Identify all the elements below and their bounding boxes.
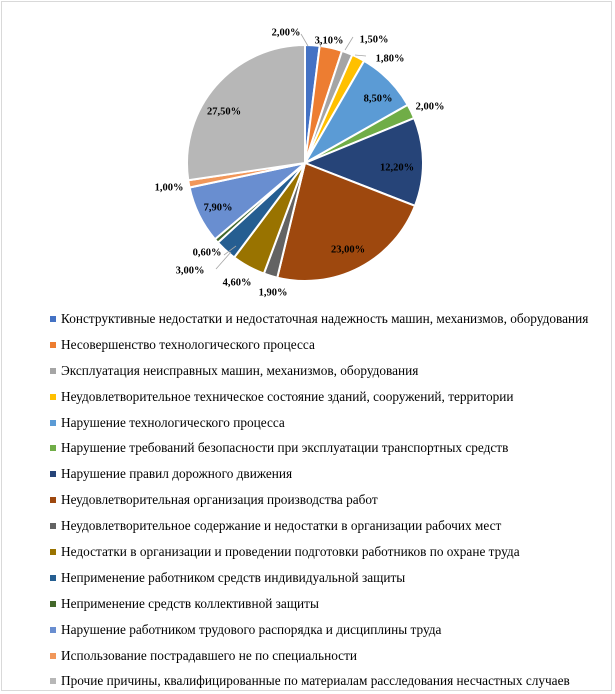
legend-item	[50, 332, 610, 358]
legend-item	[50, 306, 610, 332]
leader-line	[345, 37, 353, 50]
legend-label: Нарушение требований безопасности при эксплуатации транспортных средств	[61, 440, 509, 456]
legend-swatch	[50, 549, 56, 555]
data-label: 27,50%	[206, 106, 242, 118]
legend-label: Конструктивные недостатки и недостаточная надежность машин, механизмов, оборудования	[61, 310, 589, 326]
data-label: 0,60%	[192, 247, 222, 259]
legend-swatch	[50, 342, 56, 348]
legend-label: Нарушение правил дорожного движения	[61, 466, 293, 482]
legend-label: Нарушение работником трудового распорядка и дисциплины труда	[61, 621, 442, 637]
legend-label: Использование пострадавшего не по специальности	[61, 647, 358, 663]
legend-item	[50, 384, 610, 410]
legend-swatch	[50, 627, 56, 633]
data-label: 3,00%	[175, 265, 205, 277]
legend-item	[50, 513, 610, 539]
legend-swatch	[50, 575, 56, 581]
legend-swatch	[50, 316, 56, 322]
legend-swatch	[50, 653, 56, 659]
legend-item	[50, 617, 610, 643]
legend-swatch	[50, 471, 56, 477]
data-label: 2,00%	[415, 101, 445, 113]
pie-chart	[0, 0, 615, 310]
legend-item	[50, 643, 610, 669]
legend-label: Неприменение средств коллективной защиты	[61, 595, 319, 611]
legend-item	[50, 358, 610, 384]
legend-swatch	[50, 678, 56, 684]
data-label: 1,50%	[359, 34, 389, 46]
data-label: 3,10%	[314, 35, 344, 47]
data-label: 7,90%	[203, 202, 233, 214]
legend-item	[50, 591, 610, 617]
legend-item	[50, 410, 610, 436]
pie-slice	[187, 45, 305, 180]
legend-label: Неприменение работником средств индивидуальной защиты	[61, 569, 406, 585]
legend-item	[50, 461, 610, 487]
legend-label: Неудовлетворительная организация производства работ	[61, 492, 378, 508]
legend-swatch	[50, 420, 56, 426]
data-label: 1,80%	[375, 53, 405, 65]
data-label: 1,90%	[258, 287, 288, 299]
legend-swatch	[50, 523, 56, 529]
data-label: 2,00%	[271, 27, 301, 39]
legend-item	[50, 565, 610, 591]
legend-label: Недостатки в организации и проведении подготовки работников по охране труда	[61, 543, 520, 559]
legend-label: Прочие причины, квалифицированные по материалам расследования несчастных случаев	[61, 673, 570, 689]
data-label: 12,20%	[379, 162, 415, 174]
data-label: 23,00%	[330, 244, 366, 256]
legend-label: Несовершенство технологического процесса	[61, 336, 315, 352]
data-label: 1,00%	[154, 182, 184, 194]
legend	[50, 306, 610, 694]
legend-item	[50, 668, 610, 694]
legend-swatch	[50, 601, 56, 607]
data-label: 4,60%	[222, 277, 252, 289]
legend-item	[50, 539, 610, 565]
legend-swatch	[50, 368, 56, 374]
legend-swatch	[50, 394, 56, 400]
legend-label: Нарушение технологического процесса	[61, 414, 285, 430]
legend-swatch	[50, 497, 56, 503]
legend-swatch	[50, 445, 56, 451]
legend-label: Неудовлетворительное техническое состояние зданий, сооружений, территории	[61, 388, 514, 404]
legend-label: Неудовлетворительное содержание и недостатки в организации рабочих мест	[61, 518, 502, 534]
legend-label: Эксплуатация неисправных машин, механизмов, оборудования	[61, 362, 419, 378]
legend-item	[50, 435, 610, 461]
data-label: 8,50%	[363, 93, 393, 105]
legend-item	[50, 487, 610, 513]
